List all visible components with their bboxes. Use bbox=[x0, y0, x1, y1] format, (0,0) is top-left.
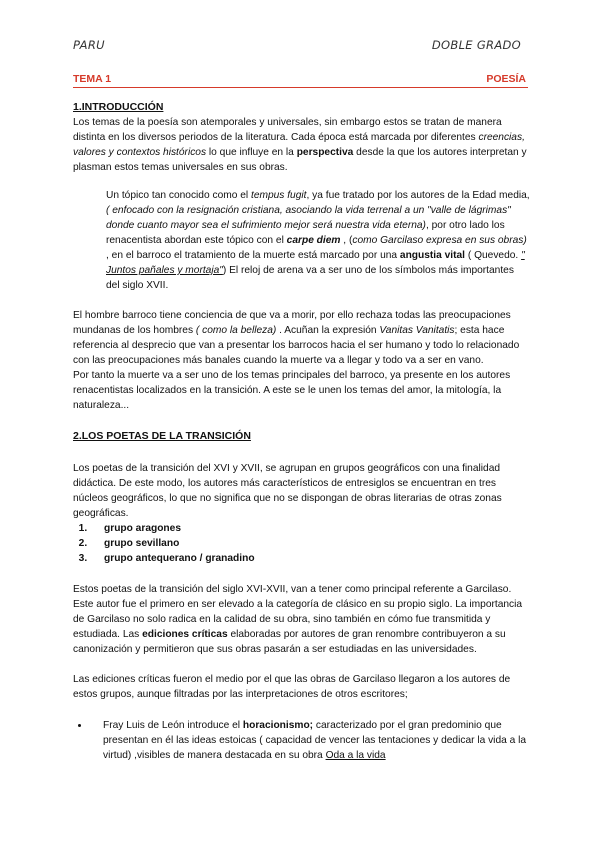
section-2-title: 2.LOS POETAS DE LA TRANSICIÓN bbox=[73, 430, 251, 442]
poetas-paragraph: Los poetas de la transición del XVI y XVII, se agrupan en grupos geográficos con una finalidad didáctica. De este modo, los autores más característicos de entresiglos se encuentran en tres núcleos geográficos, lo que no significa que no se dispongan de obras literarias de otras zonas geográficas. bbox=[73, 463, 502, 519]
header-right: DOBLE GRADO bbox=[431, 38, 521, 52]
barroco-paragraph: El hombre barroco tiene conciencia de que va a morir, por ello rechaza todas las preocupaciones mundanas de los hombres ( como la belleza) . Acuñan la expresión Vanitas Vanitatis; esta hace referencia al desprecio que van a presentar los barrocos hacia el ser humano y todo lo relacionado con las preocupaciones más banales cuando la muerte va a llegar y todo va a ser en vano. bbox=[73, 310, 520, 366]
document-body bbox=[73, 100, 530, 763]
list-item: • Fray Luis de León introduce el horacionismo; caracterizado por el gran predominio que presentan en él las ideas estoicas ( capacidad de vencer las tentaciones y dedicar la vida a la virtud) ,visibles de manera destacada en su obra Oda a la vida bbox=[90, 718, 530, 763]
quote-paragraph: Un tópico tan conocido como el tempus fugit, ya fue tratado por los autores de la Edad media, ( enfocado con la resignación cristiana, asociando la vida terrenal a un "valle de lágrimas" donde cuanto mayor sea el sufrimiento mejor será nuestra vida eterna), por otro lado los renacentista abordan este tópico con el carpe diem , (como Garcilaso expresa en sus obras) , en el barroco el tratamiento de la muerte está marcado por una angustia vital ( Quevedo. " Juntos pañales y mortaja") El reloj de arena va a ser uno de los símbolos más importantes del siglo XVII. bbox=[106, 190, 530, 291]
tema-label: TEMA 1 bbox=[73, 73, 112, 85]
ediciones-paragraph: Las ediciones críticas fueron el medio por el que las obras de Garcilaso llegaron a los autores de estos grupos, aunque filtradas por las interpretaciones de otros escritores; bbox=[73, 674, 511, 700]
intro-paragraph: Los temas de la poesía son atemporales y universales, sin embargo estos se tratan de manera distinta en los diversos periodos de la literatura. Cada época está marcada por diferentes creencias, valores y contextos históricos lo que influye en la perspectiva desde la que los autores interpretan y plasman estos temas universales en sus obras. bbox=[73, 117, 527, 173]
header-left: PARU bbox=[73, 38, 105, 52]
tema-bar bbox=[73, 71, 528, 88]
list-item: 3. grupo antequerano / granadino bbox=[90, 551, 530, 566]
groups-list bbox=[73, 521, 530, 566]
list-item: 1. grupo aragones bbox=[90, 521, 530, 536]
authors-list bbox=[73, 718, 530, 763]
list-item: 2. grupo sevillano bbox=[90, 536, 530, 551]
tema-genre: POESÍA bbox=[486, 73, 526, 85]
garcilaso-paragraph: Estos poetas de la transición del siglo XVI-XVII, van a tener como principal referente a Garcilaso. Este autor fue el primero en ser elevado a la categoría de clásico en su propio siglo. La importancia de Garcilaso no solo radica en la calidad de su obra, sino también en cómo fue transmitida y estudiada. Las ediciones críticas elaboradas por autores de gran renombre contribuyeron a su canonización y permitieron que sus obras pasarán a ser estudiadas en las universidades. bbox=[73, 584, 523, 655]
section-1-title: 1.INTRODUCCIÓN bbox=[73, 101, 164, 113]
muerte-paragraph: Por tanto la muerte va a ser uno de los temas principales del barroco, ya presente en los autores renacentistas localizados en la transición. A este se le unen los temas del amor, la mitología, la naturaleza... bbox=[73, 370, 511, 411]
